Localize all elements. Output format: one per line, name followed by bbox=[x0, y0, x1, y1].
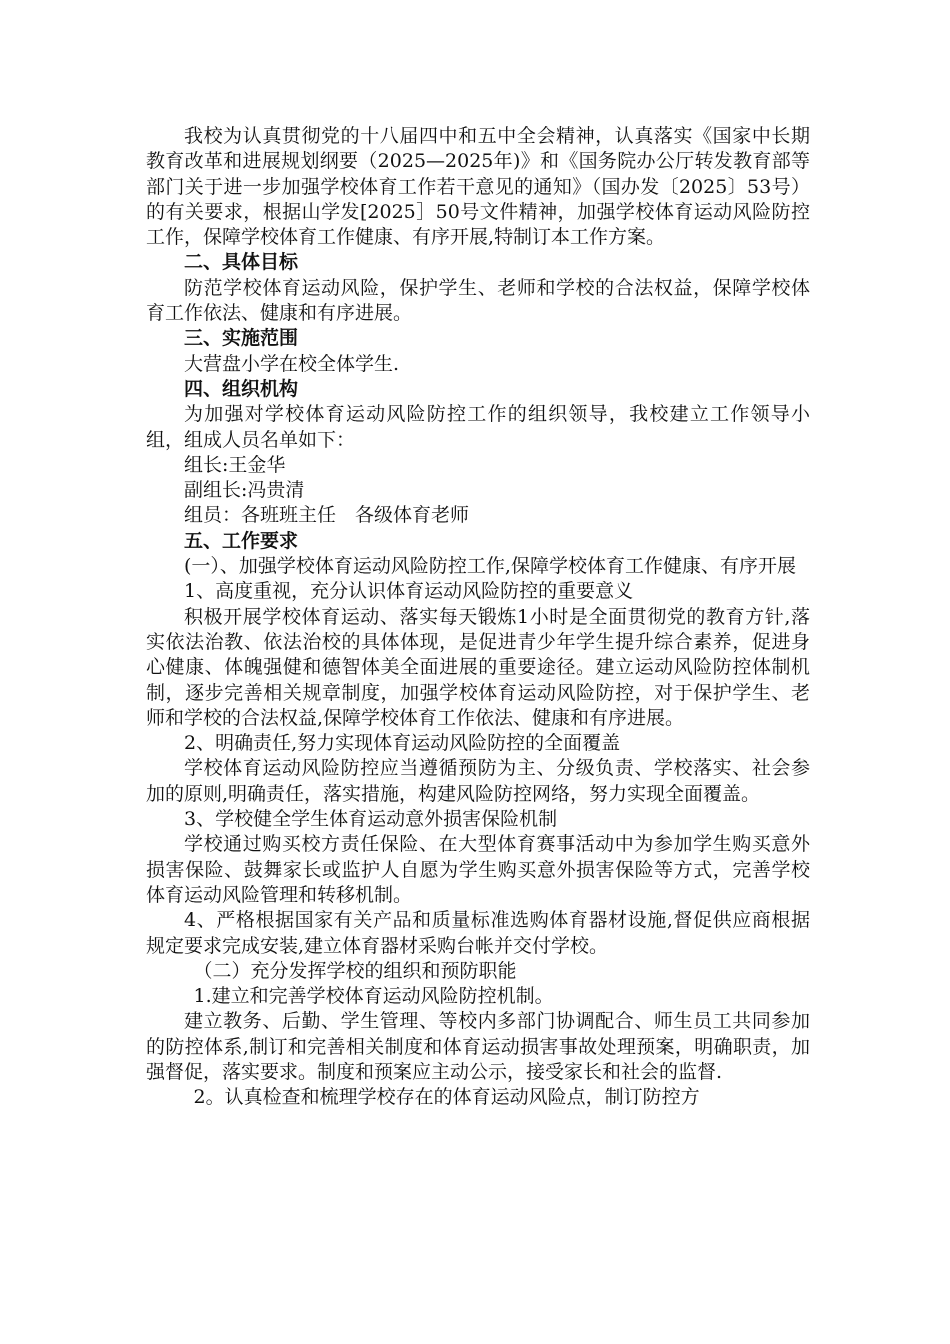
paragraph-scope: 大营盘小学在校全体学生. bbox=[184, 352, 400, 375]
item-3-body: 学校通过购买校方责任保险、在大型体育赛事活动中为参加学生购买意外损害保险、鼓舞家长或监护人自愿为学生购买意外损害保险等方式，完善学校体育运动风险管理和转移机制。 bbox=[146, 833, 810, 906]
subsection-two-title: （二）充分发挥学校的组织和预防职能 bbox=[193, 959, 517, 982]
sub-item-1-title: 1.建立和完善学校体育运动风险防控机制。 bbox=[193, 985, 554, 1008]
item-4-body: 4、严格根据国家有关产品和质量标准选购体育器材设施,督促供应商根据规定要求完成安装,建立体育器材采购台帐并交付学校。 bbox=[146, 909, 810, 957]
item-1-title: 1、高度重视，充分认识体育运动风险防控的重要意义 bbox=[184, 580, 634, 603]
deputy-leader-line: 副组长:冯贵清 bbox=[184, 479, 305, 502]
sub-item-2-title: 2。认真检查和梳理学校存在的体育运动风险点，制订防控方 bbox=[193, 1086, 700, 1109]
item-3-title: 3、学校健全学生体育运动意外损害保险机制 bbox=[184, 808, 558, 831]
intro-paragraph: 我校为认真贯彻党的十八届四中和五中全会精神，认真落实《国家中长期教育改革和进展规划纲要（2025—2025年)》和《国务院办公厅转发教育部等部门关于进一步加强学校体育工作若干意见的通知》（国办发〔2025〕53号）的有关要求，根据山学发[2025］50号文件精神，加强学校体育运动风险防控工作，保障学校体育工作健康、有序开展,特制订本工作方案。 bbox=[146, 125, 810, 249]
heading-scope: 三、实施范围 bbox=[184, 327, 299, 350]
item-2-title: 2、明确责任,努力实现体育运动风险防控的全面覆盖 bbox=[184, 732, 621, 755]
heading-requirements: 五、工作要求 bbox=[184, 529, 299, 552]
subsection-one-title: (一）、加强学校体育运动风险防控工作,保障学校体育工作健康、有序开展 bbox=[184, 555, 796, 578]
paragraph-goals: 防范学校体育运动风险，保护学生、老师和学校的合法权益，保障学校体育工作依法、健康和有序进展。 bbox=[146, 276, 810, 325]
heading-organization: 四、组织机构 bbox=[184, 377, 299, 400]
paragraph-organization: 为加强对学校体育运动风险防控工作的组织领导，我校建立工作领导小组，组成人员名单如下： bbox=[146, 403, 810, 451]
document-body bbox=[146, 124, 810, 1111]
sub-item-1-body: 建立教务、后勤、学生管理、等校内多部门协调配合、师生员工共同参加的防控体系,制订和完善相关制度和体育运动损害事故处理预案，明确职责，加强督促，落实要求。制度和预案应主动公示，接受家长和社会的监督. bbox=[146, 1010, 810, 1083]
heading-specific-goals: 二、具体目标 bbox=[184, 251, 299, 274]
leader-line: 组长:王金华 bbox=[184, 453, 286, 476]
item-1-body: 积极开展学校体育运动、落实每天锻炼1小时是全面贯彻党的教育方针,落实依法治教、依法治校的具体体现，是促进青少年学生提升综合素养，促进身心健康、体魄强健和德智体美全面进展的重要途径。建立运动风险防控体制机制，逐步完善相关规章制度，加强学校体育运动风险防控，对于保护学生、老师和学校的合法权益,保障学校体育工作依法、健康和有序进展。 bbox=[146, 605, 810, 729]
item-2-body: 学校体育运动风险防控应当遵循预防为主、分级负责、学校落实、社会参加的原则,明确责任，落实措施，构建风险防控网络，努力实现全面覆盖。 bbox=[146, 757, 810, 805]
members-line: 组员：各班班主任 各级体育老师 bbox=[184, 504, 470, 527]
